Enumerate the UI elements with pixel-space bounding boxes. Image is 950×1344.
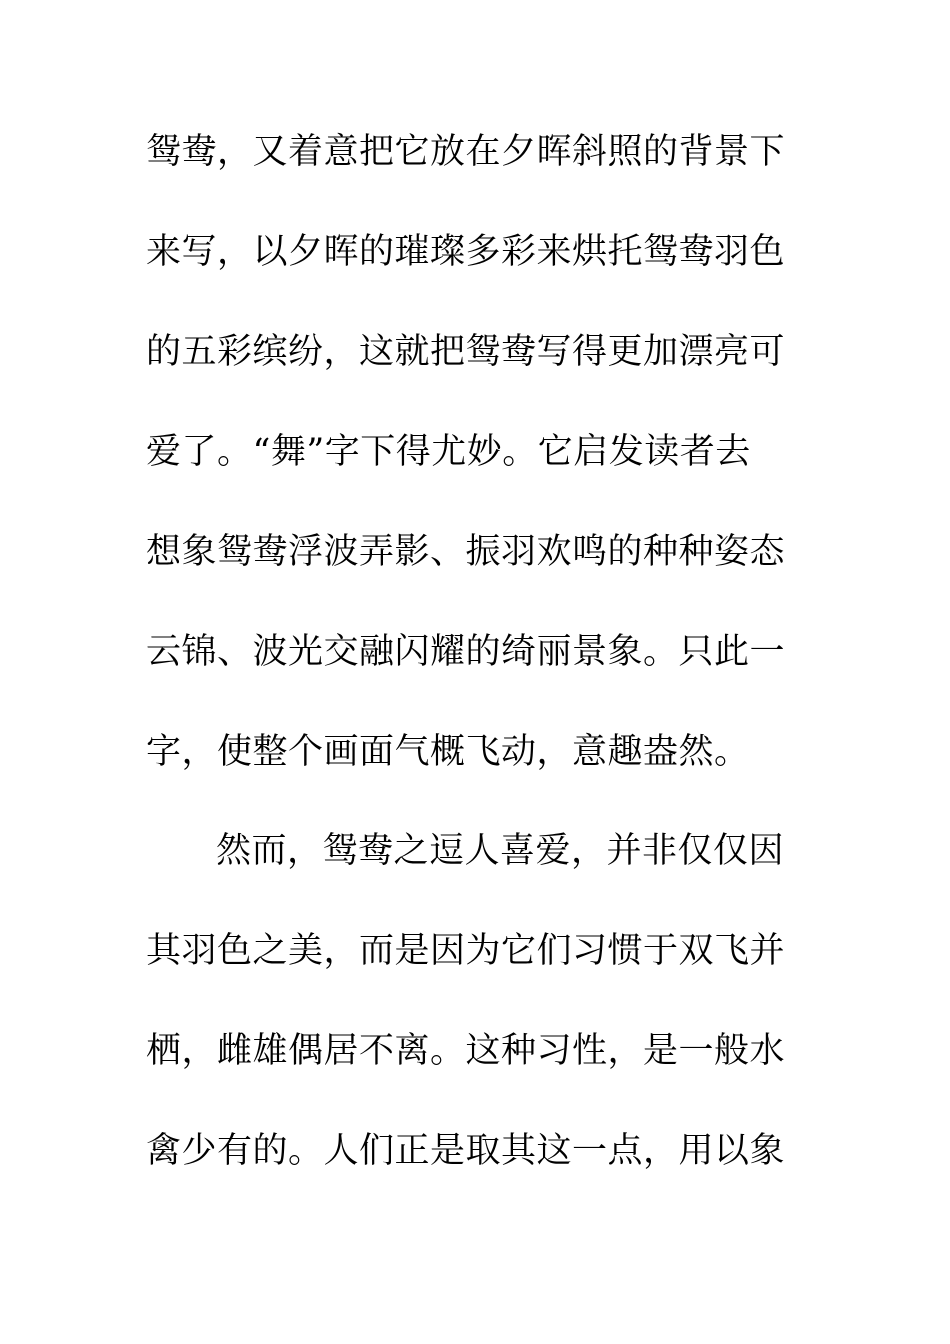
text-line: 其羽色之美，而是因为它们习惯于双飞并	[146, 931, 786, 971]
text-line: 禽少有的。人们正是取其这一点，用以象	[146, 1131, 786, 1171]
paragraph-first-line: 然而，鸳鸯之逗人喜爱，并非仅仅因	[216, 831, 785, 871]
text-line: 爱了。“舞”字下得尤妙。它启发读者去	[146, 432, 751, 472]
text-line: 的五彩缤纷，这就把鸳鸯写得更加漂亮可	[146, 332, 786, 372]
text-line: 想象鸳鸯浮波弄影、振羽欢鸣的种种姿态	[146, 532, 786, 572]
text-line: 栖，雌雄偶居不离。这种习性，是一般水	[146, 1031, 786, 1071]
text-line: 鸳鸯，又着意把它放在夕晖斜照的背景下	[146, 132, 786, 172]
text-line: 字，使整个画面气概飞动，意趣盎然。	[146, 732, 750, 772]
text-line: 云锦、波光交融闪耀的绮丽景象。只此一	[146, 632, 786, 672]
text-line: 来写，以夕晖的璀璨多彩来烘托鸳鸯羽色	[146, 232, 786, 272]
